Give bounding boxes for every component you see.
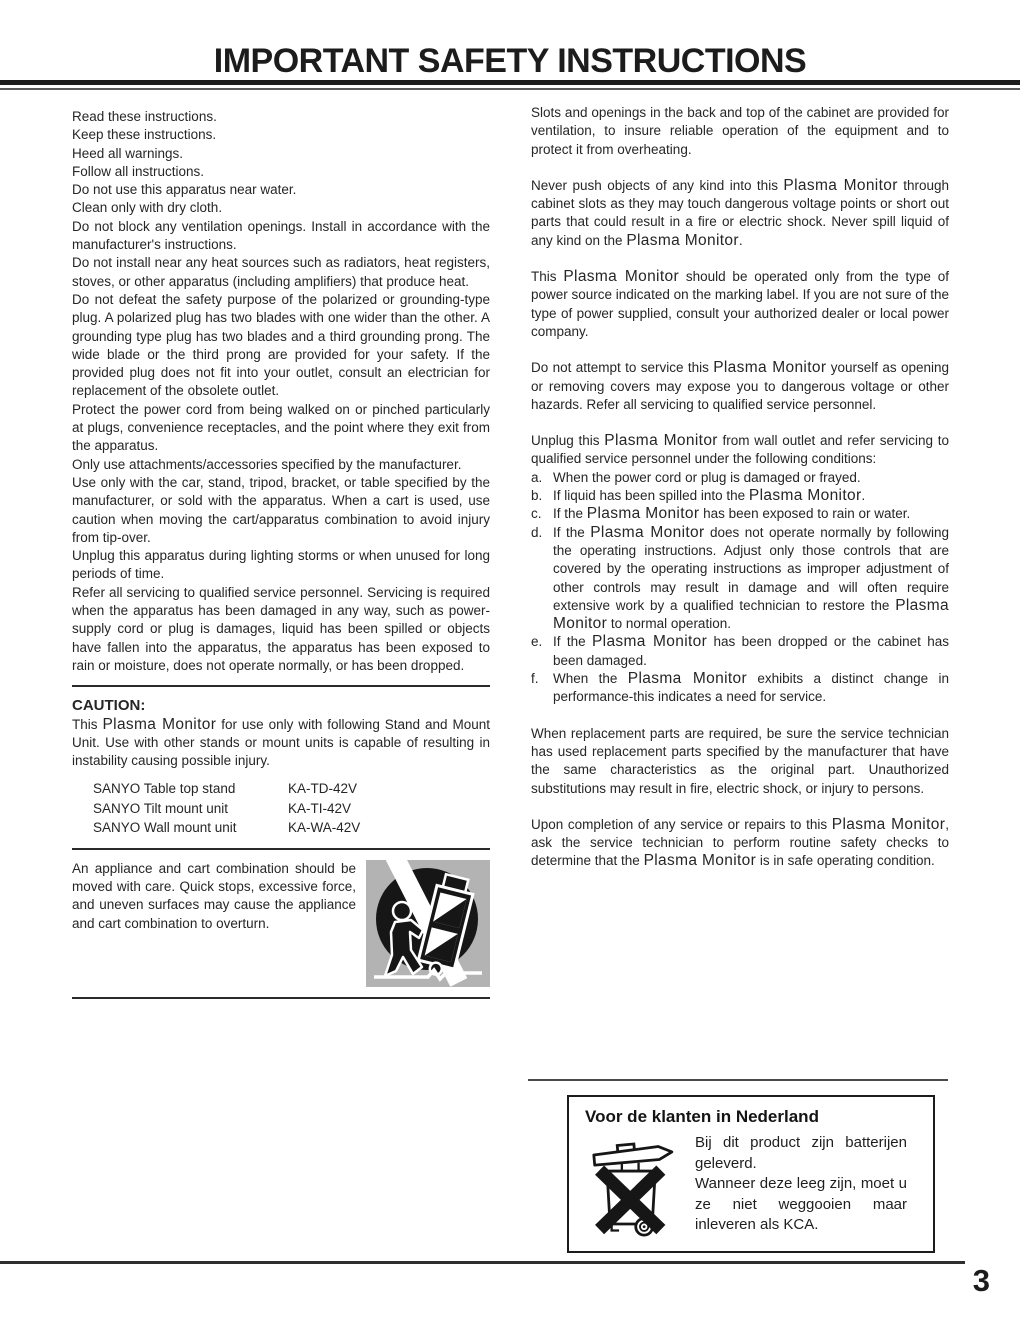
nederland-divider (528, 1079, 948, 1081)
condition-label: f. (531, 671, 539, 687)
spacer (531, 707, 949, 725)
cart-divider-bottom (72, 997, 490, 999)
body-paragraph: Upon completion of any service or repairs to this Plasma Monitor, ask the service technician to perform routine safety checks to determine that the Plasma Monitor is in safe operating condition. (531, 815, 950, 870)
condition-label: d. (531, 524, 543, 540)
condition-item (531, 524, 949, 634)
condition-text: If liquid has been spilled into the Plasma Monitor. (553, 487, 866, 505)
product-name: Plasma Monitor (553, 596, 949, 633)
instruction-line: Protect the power cord from being walked on or pinched particularly at plugs, convenience receptacles, and the point where they exit from the apparatus. (72, 401, 490, 454)
footer-rule (0, 1261, 965, 1264)
cart-warning-section (72, 860, 490, 987)
instruction-line: Unplug this apparatus during lighting storms or when unused for long periods of time. (72, 548, 490, 582)
product-name: Plasma Monitor (831, 815, 946, 833)
condition-text: When the Plasma Monitor exhibits a distinct change in performance-this indicates a need for service. (553, 670, 949, 705)
nederland-notice-box (567, 1095, 935, 1253)
stand-model: KA-TD-42V (288, 781, 358, 797)
instruction-line: Do not block any ventilation openings. Install in accordance with the manufacturer's instructions. (72, 218, 490, 253)
caution-body: This Plasma Monitor for use only with following Stand and Mount Unit. Use with other stands or mount units is capable of resulting in instability causing possible injury. (72, 715, 491, 769)
title-rule-thick (0, 80, 1020, 85)
condition-label: b. (531, 488, 543, 504)
body-paragraph: Do not attempt to service this Plasma Monitor yourself as opening or removing covers may expose you to dangerous voltage or other hazards. Refer all servicing to qualified service personnel. (531, 359, 950, 412)
product-name: Plasma Monitor (627, 670, 747, 688)
instruction-line: Only use attachments/accessories specified by the manufacturer. (72, 456, 462, 472)
stand-row (93, 779, 490, 799)
stand-model: KA-TI-42V (288, 800, 352, 816)
stand-row (93, 799, 490, 819)
stand-model: KA-WA-42V (288, 820, 361, 836)
cart-warning-text: An appliance and cart combination should be moved with care. Quick stops, excessive force, and uneven surfaces may cause the appliance and cart combination to overturn. (72, 860, 356, 931)
page-title: IMPORTANT SAFETY INSTRUCTIONS (213, 42, 807, 80)
stand-name: SANYO Tilt mount unit (93, 800, 229, 816)
stand-row (93, 818, 490, 838)
instruction-line: Follow all instructions. (72, 163, 205, 179)
body-paragraph: Never push objects of any kind into this Plasma Monitor through cabinet slots as they may touch dangerous voltage points or short out parts that could result in a fire or electric shock. Never spill liquid of any kind on the Plasma Monitor. (531, 176, 949, 249)
instruction-line: Do not defeat the safety purpose of the polarized or grounding-type plug. A polarized plug has two blades with one wider than the other. A grounding type plug has two blades and a third grounding prong. The wide blade or the third prong are provided for your safety. If the provided plug does not fit into your outlet, consult an electrician for replacement of the obsolete outlet. (72, 291, 490, 399)
product-name: Plasma Monitor (783, 176, 898, 194)
product-name: Plasma Monitor (590, 523, 705, 541)
product-name: Plasma Monitor (591, 633, 708, 651)
condition-text: If the Plasma Monitor does not operate normally by following the operating instructions. Adjust only those controls that are covered by the operating instructions as improper adjustment of other controls may result in damage and will often require extensive work by a qualified technician to restore the Plasma Monitor to normal operation. (553, 523, 949, 633)
condition-label: e. (531, 634, 543, 650)
cart-tipover-icon (366, 860, 490, 987)
caution-heading: CAUTION: (72, 697, 146, 715)
body-paragraph: This Plasma Monitor should be operated only from the type of power source indicated on the marking label. If you are not sure of the type of power supplied, consult your authorized dealer or local power company. (531, 268, 950, 339)
caution-divider-bottom (72, 848, 490, 850)
instruction-line: Do not use this apparatus near water. (72, 182, 297, 198)
condition-item (531, 487, 949, 505)
product-name: Plasma Monitor (102, 715, 217, 733)
instruction-line: Use only with the car, stand, tripod, bracket, or table specified by the manufacturer, or sold with the apparatus. When a cart is used, use caution when moving the cart/apparatus combination to avoid injury from tip-over. (72, 474, 490, 545)
product-name: Plasma Monitor (643, 852, 757, 870)
product-name: Plasma Monitor (586, 505, 700, 523)
nederland-title: Voor de klanten in Nederland (585, 1107, 819, 1126)
condition-text: When the power cord or plug is damaged or frayed. (553, 469, 861, 485)
right-column (531, 104, 949, 889)
page-number: 3 (972, 1263, 990, 1298)
product-name: Plasma Monitor (748, 487, 862, 505)
condition-item (531, 633, 949, 670)
product-name: Plasma Monitor (604, 432, 718, 450)
kca-crossed-bin-icon (585, 1133, 681, 1237)
nederland-line: Bij dit product zijn batterijen geleverd. (695, 1134, 907, 1172)
condition-item (531, 505, 949, 523)
condition-label: a. (531, 469, 543, 485)
condition-text: If the Plasma Monitor has been dropped or the cabinet has been damaged. (553, 633, 949, 668)
stand-list (72, 779, 490, 838)
body-paragraph: Unplug this Plasma Monitor from wall outlet and refer servicing to qualified service personnel under the following conditions: (531, 432, 949, 467)
condition-item (531, 469, 949, 487)
instruction-line: Heed all warnings. (72, 145, 184, 161)
product-name: Plasma Monitor (713, 359, 827, 377)
instruction-line: Clean only with dry cloth. (72, 200, 223, 216)
left-column (72, 108, 490, 1009)
product-name: Plasma Monitor (626, 231, 739, 249)
body-paragraph: When replacement parts are required, be sure the service technician has used replacement parts specified by the manufacturer that have the same characteristics as the original part. Unauthorized substitutions may result in fire, electric shock, or injury to persons. (531, 725, 949, 796)
instruction-line: Keep these instructions. (72, 127, 217, 143)
condition-label: c. (531, 506, 542, 522)
instruction-line: Refer all servicing to qualified service personnel. Servicing is required when the apparatus has been damaged in any way, such as power-supply cord or plug is damages, liquid has been spilled or objects have fallen into the apparatus, the apparatus has been exposed to rain or moisture, does not operate normally, or has been dropped. (72, 584, 490, 673)
condition-item (531, 670, 949, 707)
instruction-line: Do not install near any heat sources such as radiators, heat registers, stoves, or other apparatus (including amplifiers) that produce heat. (72, 255, 490, 289)
caution-divider-top (72, 685, 490, 687)
nederland-line: Wanneer deze leeg zijn, moet u ze niet weggooien maar inleveren als KCA. (695, 1175, 907, 1233)
body-paragraph: Slots and openings in the back and top of the cabinet are provided for ventilation, to insure reliable operation of the equipment and to protect it from overheating. (531, 105, 949, 157)
product-name: Plasma Monitor (563, 268, 679, 286)
instruction-line: Read these instructions. (72, 109, 217, 124)
nederland-text (695, 1133, 907, 1237)
condition-text: If the Plasma Monitor has been exposed to rain or water. (553, 505, 911, 523)
title-rule-thin (0, 88, 1020, 90)
stand-name: SANYO Table top stand (93, 781, 236, 797)
stand-name: SANYO Wall mount unit (93, 820, 237, 836)
